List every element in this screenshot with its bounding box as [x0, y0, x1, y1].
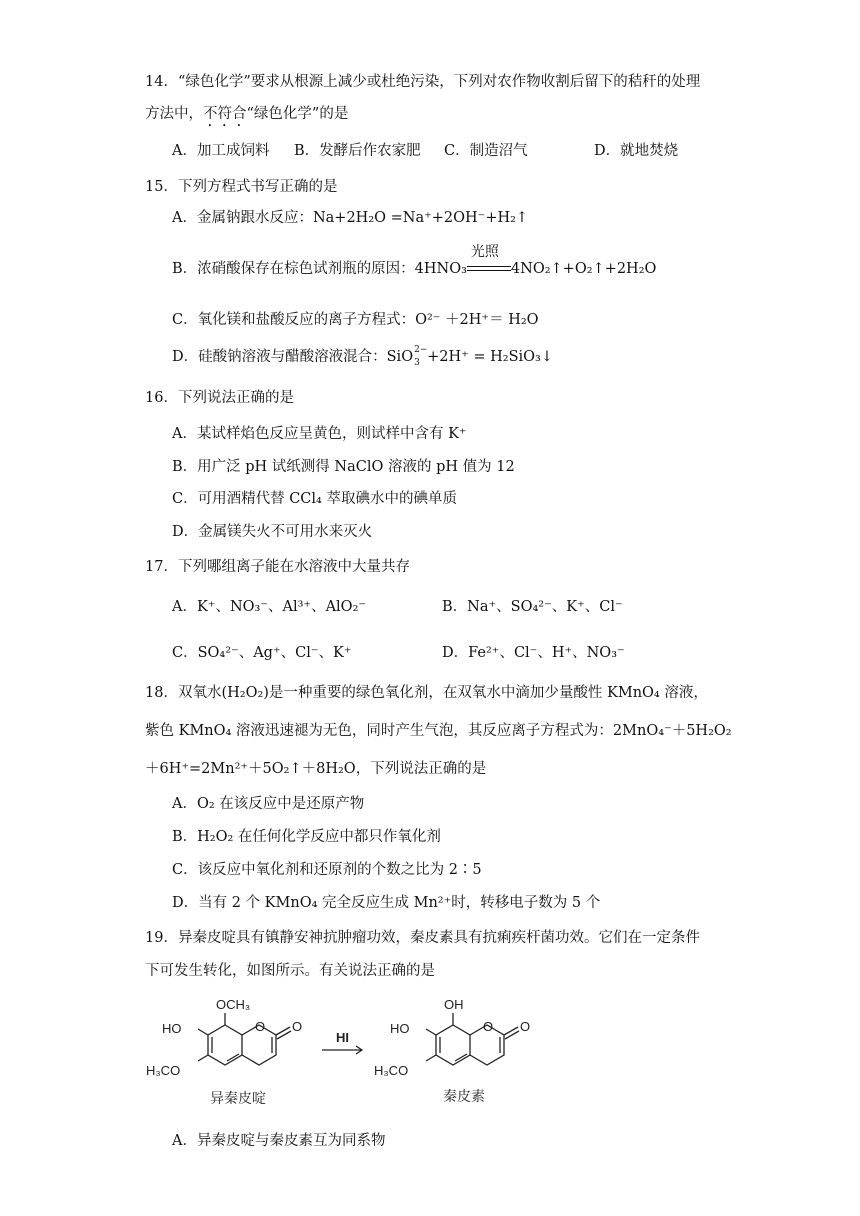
q15-stem: 15．下列方程式书写正确的是 — [145, 179, 338, 195]
q17-option-a: A．K⁺、NO₃⁻、Al³⁺、AlO₂⁻ — [172, 599, 367, 615]
left-compound-name: 异秦皮啶 — [210, 1090, 266, 1106]
q17-option-b: B．Na⁺、SO₄²⁻、K⁺、Cl⁻ — [442, 599, 623, 615]
q16-option-c: C．可用酒精代替 CCl₄ 萃取碘水中的碘单质 — [172, 491, 457, 507]
q15-b-pre: B．浓硝酸保存在棕色试剂瓶的原因：4HNO₃ — [172, 261, 467, 277]
q19-option-a: A．异秦皮啶与秦皮素互为同系物 — [172, 1133, 386, 1149]
right-compound-name: 秦皮素 — [443, 1088, 485, 1104]
reagent-label: HI — [336, 1030, 349, 1045]
q19-stem-line2: 下可发生转化，如图所示。有关说法正确的是 — [145, 963, 435, 979]
q15-d-post: +2H⁺ = H₂SiO₃↓ — [427, 349, 554, 365]
condition-text: 光照 — [470, 244, 499, 260]
q17-stem: 17．下列哪组离子能在水溶液中大量共存 — [145, 559, 410, 575]
q18-stem-line1: 18．双氧水(H₂O₂)是一种重要的绿色氧化剂，在双氧水中滴加少量酸性 KMnO₄ 溶液， — [145, 685, 708, 701]
right-ring-oxygen: O — [483, 1019, 494, 1034]
q14-stem-tail: “绿色化学”的是 — [246, 106, 349, 122]
silicate-charge: 2− 3 — [414, 345, 428, 368]
q18-stem-line2: 紫色 KMnO₄ 溶液迅速褪为无色，同时产生气泡，其反应离子方程式为：2MnO₄⁻＋5H₂O₂ — [145, 723, 732, 739]
right-top-substituent: OH — [444, 997, 464, 1012]
q18-stem-line3: ＋6H⁺=2Mn²⁺＋5O₂↑＋8H₂O，下列说法正确的是 — [145, 761, 487, 777]
q15-b-post: 4NO₂↑+O₂↑+2H₂O — [510, 261, 657, 277]
q14-stem-line1: 14．“绿色化学”要求从根源上减少或杜绝污染，下列对农作物收割后留下的秸秆的处理 — [145, 74, 701, 90]
right-hydroxy-label: HO — [390, 1021, 410, 1036]
left-carbonyl-oxygen: O — [292, 1019, 303, 1034]
condition-equals-sign — [467, 244, 511, 279]
q16-option-a: A．某试样焰色反应呈黄色，则试样中含有 K⁺ — [172, 426, 467, 442]
left-hydroxy-label: HO — [162, 1021, 182, 1036]
q15-option-b — [172, 244, 657, 279]
q14-emphasis: 不符合 — [203, 106, 247, 122]
q14-option-d: D．就地焚烧 — [594, 143, 679, 159]
q15-d-pre: D．硅酸钠溶液与醋酸溶液混合：SiO — [172, 349, 414, 365]
q18-option-d: D．当有 2 个 KMnO₄ 完全反应生成 Mn²⁺时，转移电子数为 5 个 — [172, 895, 601, 911]
q17-option-d: D．Fe²⁺、Cl⁻、H⁺、NO₃⁻ — [442, 645, 625, 661]
q15-option-a: A．金属钠跟水反应：Na+2H₂O =Na⁺+2OH⁻+H₂↑ — [172, 210, 529, 226]
left-ring-oxygen: O — [255, 1019, 266, 1034]
q14-stem-part: 方法中， — [145, 106, 203, 122]
q15-option-d — [172, 347, 553, 367]
q14-option-a: A．加工成饲料 — [172, 143, 270, 159]
q16-stem: 16．下列说法正确的是 — [145, 390, 294, 406]
q15-option-c: C．氧化镁和盐酸反应的离子方程式：O²⁻ ＋2H⁺＝ H₂O — [172, 312, 539, 328]
q18-option-a: A．O₂ 在该反应中是还原产物 — [172, 796, 365, 812]
q14-option-b: B．发酵后作农家肥 — [294, 143, 421, 159]
q17-option-c: C．SO₄²⁻、Ag⁺、Cl⁻、K⁺ — [172, 645, 352, 661]
right-methoxy-label: H₃CO — [374, 1063, 409, 1078]
q18-option-b: B．H₂O₂ 在任何化学反应中都只作氧化剂 — [172, 829, 441, 845]
q19-stem-line1: 19．异秦皮啶具有镇静安神抗肿瘤功效，秦皮素具有抗痢疾杆菌功效。它们在一定条件 — [145, 930, 700, 946]
left-methoxy-label: H₃CO — [146, 1063, 181, 1078]
q16-option-b: B．用广泛 pH 试纸测得 NaClO 溶液的 pH 值为 12 — [172, 459, 515, 475]
q18-option-c: C．该反应中氧化剂和还原剂的个数之比为 2∶5 — [172, 862, 482, 878]
reaction-figure — [140, 995, 560, 1115]
left-top-substituent: OCH₃ — [216, 997, 251, 1012]
right-carbonyl-oxygen: O — [520, 1019, 531, 1034]
q14-option-c: C．制造沼气 — [444, 143, 528, 159]
q14-stem-line2 — [145, 104, 348, 130]
q16-option-d: D．金属镁失火不可用水来灭火 — [172, 524, 373, 540]
